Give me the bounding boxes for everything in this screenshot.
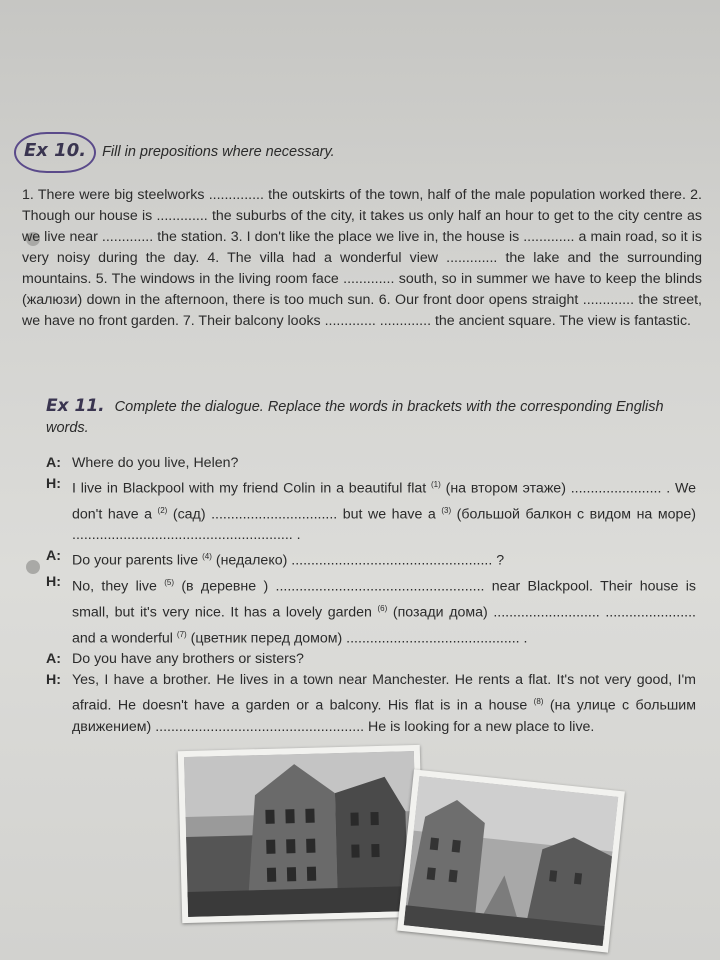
dialogue-line — [46, 453, 696, 474]
footnote-marker: (8) — [533, 697, 544, 707]
photo-building — [178, 745, 424, 923]
photo-street — [397, 769, 625, 952]
footnote-marker: (7) — [176, 629, 187, 639]
dialogue — [46, 453, 696, 738]
exercise-10-header — [22, 142, 702, 173]
dialogue-line — [46, 670, 696, 738]
dialogue-line — [46, 474, 696, 546]
exercise-10-number: Ex 10. — [14, 132, 96, 173]
exercise-10-text: 1. There were big steelworks .............. the outskirts of the town, half of the male population worked there. 2. Though our house is ............. the suburbs of the city, it takes us only half an hour to get to the city centre as we live near ............. the station. 3. I don't like the place we live in, the house is ............. a main road, so it is very noisy during the day. 4. The villa had a wonderful view ............. the lake and the surrounding mountains. 5. The windows in the living room face ............. south, so in summer we have to keep the blinds (жалюзи) down in the afternoon, there is too much sun. 6. Our front door opens straight ............. the street, we have no front garden. 7. Their balcony looks ............. ............. the ancient square. The view is fantastic. — [22, 187, 702, 329]
footnote-marker: (3) — [441, 505, 452, 515]
speaker-label: H: — [46, 476, 61, 492]
dialogue-line — [46, 649, 696, 670]
speaker-label: A: — [46, 455, 61, 471]
exercise-11-number: Ex 11. — [46, 396, 105, 416]
footnote-marker: (5) — [164, 578, 174, 588]
dialogue-text: No, they live $^{(5)}$ (в деревне ) ..................................................... near Blackpool. Their house is small, but it's very nice. It has a lovely garden $^{(6)}$ (позади дома) ........................... ....................... and a wonderful $^{(7)}$ (цветник перед домом) ............................................ . — [72, 578, 697, 647]
footnote-marker: (6) — [377, 603, 388, 613]
exercise-10 — [22, 142, 702, 332]
footnote-marker: (1) — [431, 480, 441, 489]
dialogue-text: Do you have any brothers or sisters? — [72, 651, 304, 668]
exercise-10-instruction: Fill in prepositions where necessary. — [102, 144, 335, 160]
speaker-label: H: — [46, 672, 61, 689]
footnote-marker: (2) — [157, 505, 168, 515]
binder-hole — [26, 560, 40, 574]
speaker-label: A: — [46, 651, 61, 668]
exercise-11-header — [46, 396, 696, 439]
dialogue-text: Do your parents live $^{(4)}$ (недалеко) ................................................... ? — [72, 552, 505, 570]
speaker-label: A: — [46, 548, 61, 565]
footnote-marker: (4) — [202, 552, 212, 562]
dialogue-text: I live in Blackpool with my friend Colin in a beautiful flat $^{(1)}$ (на втором этаже) ....................... . We don't have a $^{(2)}$ (сад) ................................ but we have a $^{(3)}$ (большой балкон с видом на море) ........................................................ . — [72, 480, 696, 544]
dialogue-line — [46, 546, 696, 572]
dialogue-text: Yes, I have a brother. He lives in a town near Manchester. He rents a flat. It's not very good, I'm afraid. He doesn't have a garden or a balcony. His flat is in a house $^{(8)}$ (на улице с большим движением) ..................................................... He is looking for a new place to live. — [72, 672, 696, 736]
dialogue-text: Where do you live, Helen? — [72, 455, 239, 471]
exercise-11-instruction: Complete the dialogue. Replace the words in brackets with the corresponding English words. — [46, 399, 664, 436]
speaker-label: H: — [46, 574, 61, 591]
exercise-11 — [46, 396, 696, 738]
building-photo-image — [184, 751, 418, 917]
dialogue-line — [46, 572, 696, 649]
street-photo-image — [404, 776, 619, 946]
